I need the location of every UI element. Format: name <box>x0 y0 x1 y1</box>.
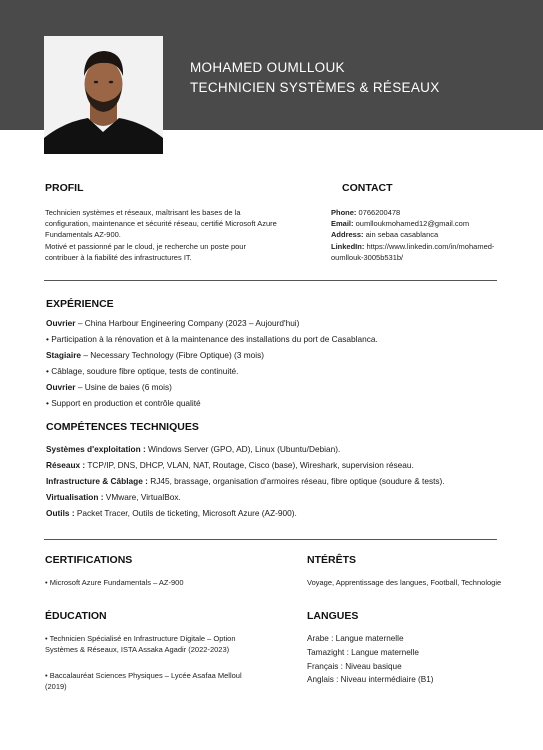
skill-label: Infrastructure & Câblage : <box>46 475 148 486</box>
profile-photo <box>44 36 163 154</box>
skill-value: RJ45, brassage, organisation d'armoires réseau, fibre optique (soudure & tests). <box>147 475 445 486</box>
contact-phone <box>331 207 494 218</box>
profil-line: Motivé et passionné par le cloud, je recherche un poste pour <box>45 241 246 251</box>
skill-label: Virtualisation : <box>46 491 104 502</box>
education-item <box>45 633 236 655</box>
linkedin-continued: oumllouk-3005b531b/ <box>331 252 404 262</box>
job-title: Ouvrier <box>46 318 76 328</box>
education-line: • Baccalauréat Sciences Physiques – Lycée Asafaa Melloul <box>45 671 242 680</box>
skill-label: Outils : <box>46 507 75 518</box>
langues-heading: LANGUES <box>307 610 359 622</box>
interets-heading: NTÉRÊTS <box>307 554 357 566</box>
experience-heading: EXPÉRIENCE <box>46 298 114 310</box>
langues-block <box>307 632 434 687</box>
skill-value: Packet Tracer, Outils de ticketing, Microsoft Azure (AZ-900). <box>74 507 297 518</box>
email-value: oumlloukmohamed12@gmail.com <box>355 219 470 229</box>
education-heading: ÉDUCATION <box>45 610 107 622</box>
job-detail: – Necessary Technology (Fibre Optique) (3 mois) <box>81 349 264 360</box>
skill-label: Réseaux : <box>46 459 86 470</box>
education-line: Systèmes & Réseaux, ISTA Assaka Agadir (2022-2023) <box>45 645 230 655</box>
job-line <box>46 316 378 332</box>
job-bullet: • Support en production et contrôle qualité <box>46 397 201 408</box>
linkedin-label: LinkedIn: <box>331 241 365 251</box>
interets-text: Voyage, Apprentissage des langues, Football, Technologie <box>307 578 502 587</box>
profil-heading: PROFIL <box>45 182 84 194</box>
skill-value: Windows Server (GPO, AD), Linux (Ubuntu/Debian). <box>145 444 341 454</box>
contact-block <box>331 207 494 263</box>
name-block <box>190 58 440 98</box>
profil-line: contribuer à la fiabilité des infrastructures IT. <box>45 252 192 262</box>
certification-item: • Microsoft Azure Fundamentals – AZ-900 <box>45 578 184 587</box>
skill-line <box>46 474 445 490</box>
education-line: • Technicien Spécialisé en Infrastructure Digitale – Option <box>45 634 236 643</box>
skill-line <box>46 458 445 474</box>
profil-text <box>45 207 277 263</box>
address-label: Address: <box>331 230 364 240</box>
job-line <box>46 348 378 364</box>
skill-label: Systèmes d'exploitation : <box>46 444 146 454</box>
contact-heading: CONTACT <box>342 182 393 194</box>
profil-line: Technicien systèmes et réseaux, maîtrisant les bases de la <box>45 208 241 217</box>
skill-line <box>46 490 445 506</box>
profil-line: Fundamentals AZ-900. <box>45 230 121 240</box>
skill-line <box>46 506 445 522</box>
job-detail: – Usine de baies (6 mois) <box>75 381 172 392</box>
candidate-title: TECHNICIEN SYSTÈMES & RÉSEAUX <box>190 80 440 95</box>
competences-block <box>46 442 445 522</box>
phone-value: 0766200478 <box>358 208 401 217</box>
skill-value: VMware, VirtualBox. <box>103 491 181 502</box>
address-value: ain sebaa casablanca <box>365 230 439 240</box>
phone-label: Phone: <box>331 208 357 217</box>
contact-address <box>331 229 494 240</box>
linkedin-value: https://www.linkedin.com/in/mohamed- <box>366 241 495 251</box>
divider <box>44 539 497 540</box>
job-line <box>46 380 378 396</box>
profil-line: configuration, maintenance et sécurité réseau, certifié Microsoft Azure <box>45 219 277 229</box>
langue-item: Tamazight : Langue maternelle <box>307 647 419 657</box>
education-line: (2019) <box>45 682 67 692</box>
job-bullet: • Participation à la rénovation et à la maintenance des installations du port de Casablanca. <box>46 333 378 344</box>
job-title: Ouvrier <box>46 381 76 392</box>
contact-email <box>331 218 494 229</box>
experience-block <box>46 316 378 411</box>
certifications-heading: CERTIFICATIONS <box>45 554 133 566</box>
education-item <box>45 670 242 692</box>
job-bullet: • Câblage, soudure fibre optique, tests de continuité. <box>46 365 239 376</box>
langue-item: Anglais : Niveau intermédiaire (B1) <box>307 675 434 685</box>
competences-heading: COMPÉTENCES TECHNIQUES <box>46 421 199 433</box>
contact-linkedin <box>331 241 494 252</box>
divider <box>44 280 497 281</box>
job-title: Stagiaire <box>46 349 82 360</box>
skill-value: TCP/IP, DNS, DHCP, VLAN, NAT, Routage, Cisco (base), Wireshark, supervision réseau. <box>85 459 414 470</box>
job-detail: – China Harbour Engineering Company (2023 – Aujourd'hui) <box>75 318 300 328</box>
langue-item: Arabe : Langue maternelle <box>307 634 404 643</box>
langue-item: Français : Niveau basique <box>307 661 402 671</box>
skill-line <box>46 442 445 458</box>
candidate-name: MOHAMED OUMLLOUK <box>190 60 345 75</box>
email-label: Email: <box>331 219 354 229</box>
